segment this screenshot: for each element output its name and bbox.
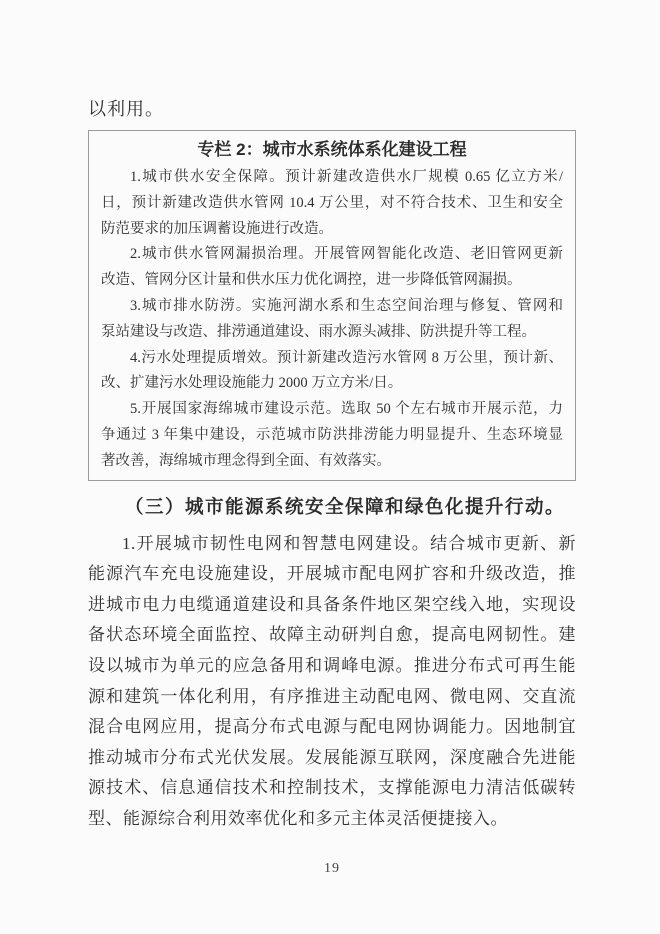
text-line: 1.城市供水安全保障。预计新建改造供水厂规模 0.65 亿立方米/ <box>130 169 563 185</box>
text-line: 2.城市供水管网漏损治理。开展管网智能化改造、老旧管网更新 <box>130 246 563 263</box>
text-line: 改造、管网分区计量和供水压力优化调控，进一步降低管网漏损。 <box>101 272 522 289</box>
text-line: 进城市电力电缆通道建设和具备条件地区架空线入地，实现设 <box>88 594 576 614</box>
text-line: 5.开展国家海绵城市建设示范。选取 50 个左右城市开展示范，力 <box>130 401 563 418</box>
box-title: 专栏 2：城市水系统体系化建设工程 <box>197 140 467 159</box>
text-line: 源和建筑一体化利用，有序推进主动配电网、微电网、交直流 <box>88 686 576 706</box>
text-line: 设以城市为单元的应急备用和调峰电源。推进分布式可再生能 <box>88 655 576 675</box>
feature-box <box>88 130 576 481</box>
section-heading: （三）城市能源系统安全保障和绿色化提升行动。 <box>125 497 566 518</box>
text-line: 1.开展城市韧性电网和智慧电网建设。结合城市更新、新 <box>122 533 576 553</box>
text-line: 争通过 3 年集中建设，示范城市防洪排涝能力明显提升、生态环境显 <box>101 426 563 443</box>
text-line: 混合电网应用，提高分布式电源与配电网协调能力。因地制宜 <box>88 717 576 737</box>
box-body <box>101 165 563 475</box>
body-paragraph <box>88 529 576 835</box>
text-line: 推动城市分布式光伏发展。发展能源互联网，深度融合先进能 <box>88 747 576 767</box>
intro-paragraph: 以利用。 <box>88 99 164 119</box>
text-line: 能源汽车充电设施建设，开展城市配电网扩容和升级改造，推 <box>88 564 576 584</box>
text-line: 日，预计新建改造供水管网 10.4 万公里，对不符合技术、卫生和安全 <box>101 194 563 211</box>
text-line: 源技术、信息通信技术和控制技术，支撑能源电力清洁低碳转 <box>88 778 576 798</box>
text-line: 备状态环境全面监控、故障主动研判自愈，提高电网韧性。建 <box>88 625 576 645</box>
text-line: 改、扩建污水处理设施能力 2000 万立方米/日。 <box>101 375 403 392</box>
text-line: 防范要求的加压调蓄设施进行改造。 <box>101 220 333 237</box>
text-line: 3.城市排水防涝。实施河湖水系和生态空间治理与修复、管网和 <box>130 297 563 314</box>
text-line: 泵站建设与改造、排涝通道建设、雨水源头减排、防洪提升等工程。 <box>101 323 536 340</box>
text-line: 著改善，海绵城市理念得到全面、有效落实。 <box>101 452 391 469</box>
page-number: 19 <box>324 860 340 876</box>
text-line: 型、能源综合利用效率优化和多元主体灵活便捷接入。 <box>88 808 508 828</box>
text-line: 4.污水处理提质增效。预计新建改造污水管网 8 万公里，预计新、 <box>130 349 563 366</box>
